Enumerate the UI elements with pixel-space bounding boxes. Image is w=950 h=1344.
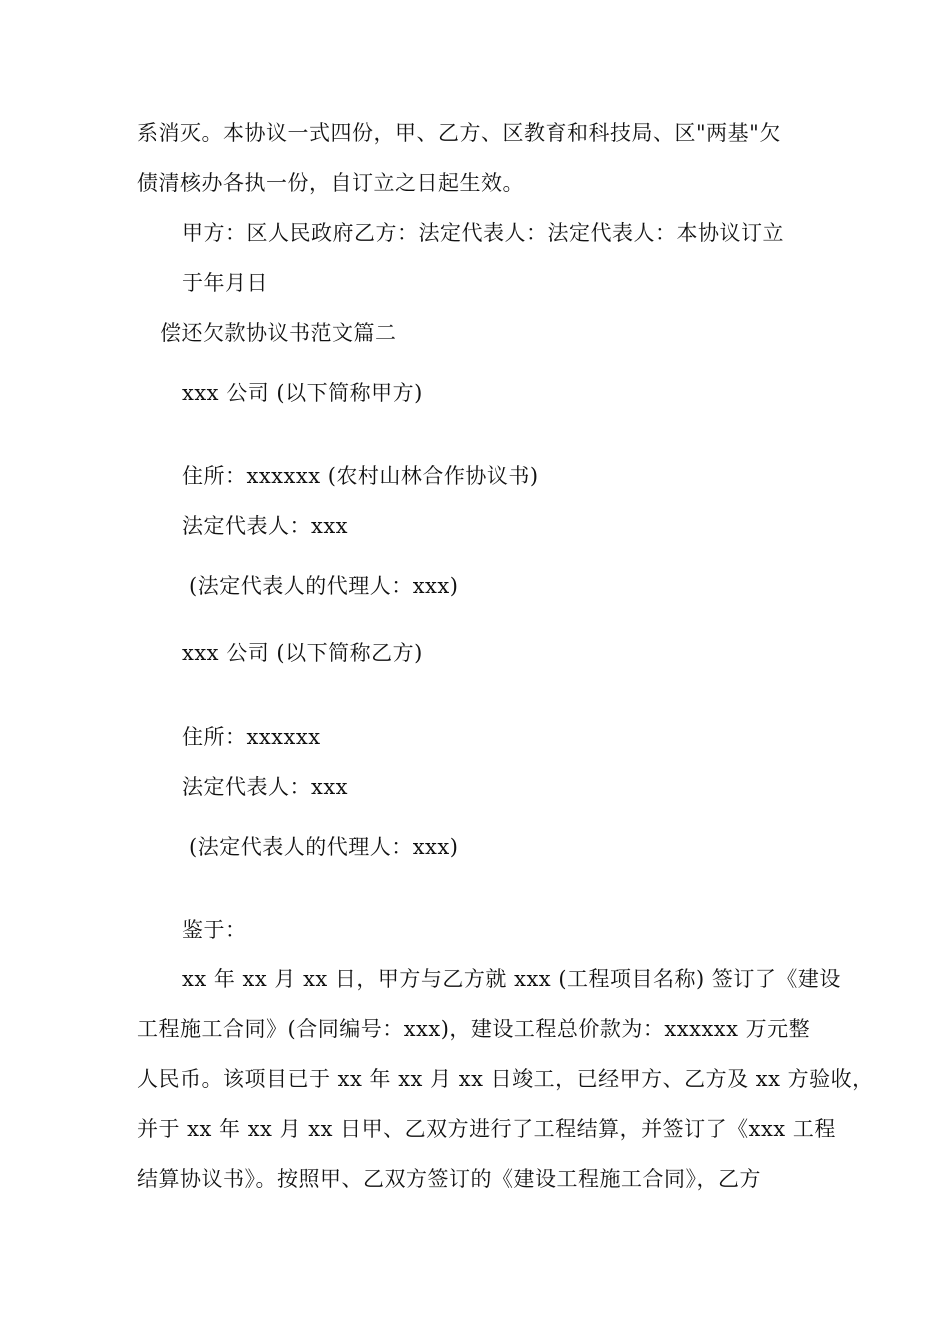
body-line-4: 并于 xx 年 xx 月 xx 日甲、乙双方进行了工程结算，并签订了《xxx 工程 — [137, 1117, 836, 1141]
signature-line: 甲方：区人民政府乙方：法定代表人：法定代表人：本协议订立 — [182, 221, 784, 245]
party-b-agent: (法定代表人的代理人：xxx) — [189, 835, 459, 859]
whereas-label: 鉴于： — [182, 918, 247, 942]
party-b-address: 住所：xxxxxx — [182, 725, 321, 749]
section-heading: 偿还欠款协议书范文篇二 — [160, 321, 397, 345]
paragraph-line-2: 债清核办各执一份，自订立之日起生效。 — [137, 171, 524, 195]
party-b-name: xxx 公司 (以下简称乙方) — [182, 641, 423, 665]
paragraph-line-1: 系消灭。本协议一式四份，甲、乙方、区教育和科技局、区"两基"欠 — [137, 121, 781, 145]
body-line-5: 结算协议书》。按照甲、乙双方签订的《建设工程施工合同》，乙方 — [137, 1167, 761, 1191]
body-line-1: xx 年 xx 月 xx 日，甲方与乙方就 xxx (工程项目名称) 签订了《建设 — [182, 967, 841, 991]
party-a-agent: (法定代表人的代理人：xxx) — [189, 574, 459, 598]
party-a-name: xxx 公司 (以下简称甲方) — [182, 381, 423, 405]
party-b-representative: 法定代表人：xxx — [182, 775, 349, 799]
party-a-address: 住所：xxxxxx (农村山林合作协议书) — [182, 464, 539, 488]
party-a-representative: 法定代表人：xxx — [182, 514, 349, 538]
date-line: 于年月日 — [182, 271, 268, 295]
body-line-3: 人民币。该项目已于 xx 年 xx 月 xx 日竣工，已经甲方、乙方及 xx 方验收， — [137, 1067, 874, 1091]
body-line-2: 工程施工合同》(合同编号：xxx)，建设工程总价款为：xxxxxx 万元整 — [137, 1017, 811, 1041]
